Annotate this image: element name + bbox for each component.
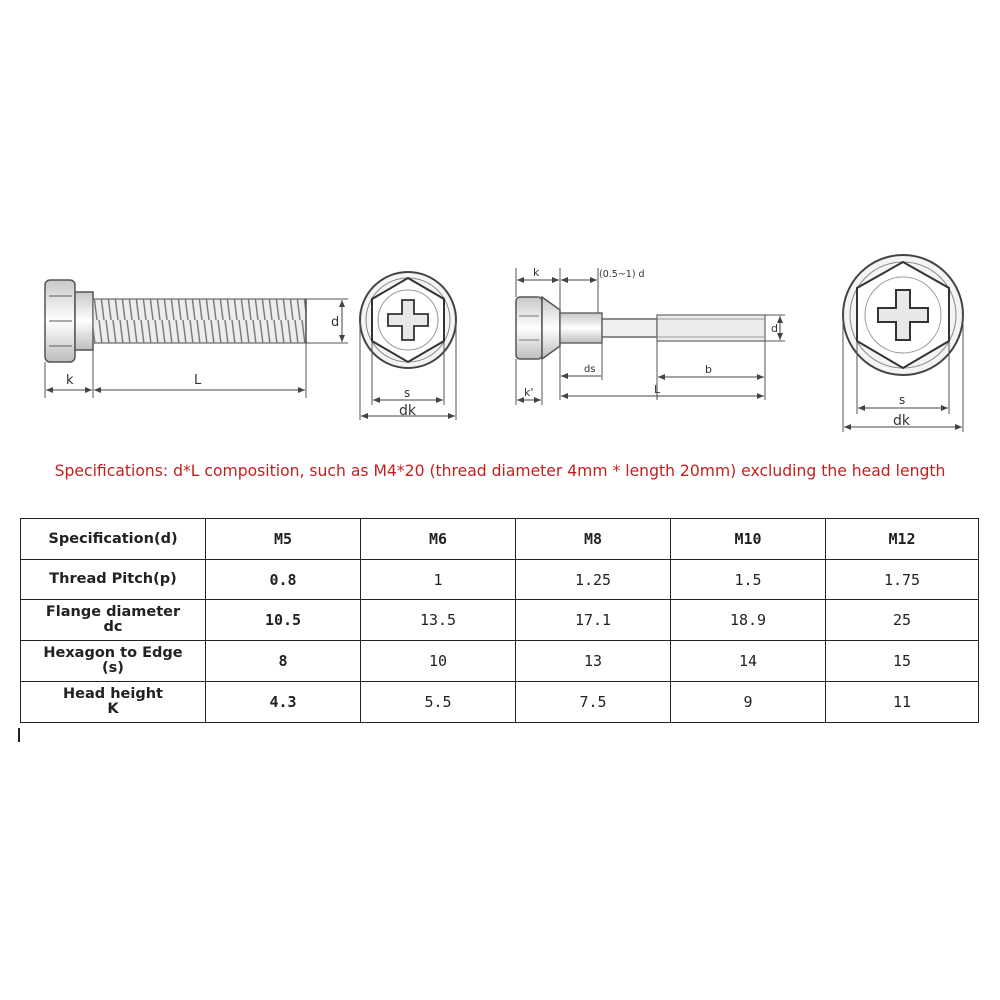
dim-b-label: b bbox=[705, 363, 712, 376]
row-header: Flange diameter dc bbox=[21, 600, 206, 641]
dim-k-label: k bbox=[66, 373, 74, 388]
table-cell: 1 bbox=[361, 560, 516, 600]
table-cell: 10 bbox=[361, 641, 516, 682]
table-cell: 1.5 bbox=[671, 560, 826, 600]
table-cell: 17.1 bbox=[516, 600, 671, 641]
table-cell: 8 bbox=[206, 641, 361, 682]
table-cell: 7.5 bbox=[516, 682, 671, 723]
dim-d-label: d bbox=[331, 315, 340, 330]
dim-s-label-2: s bbox=[899, 393, 906, 407]
table-cell: 1.75 bbox=[826, 560, 979, 600]
table-row bbox=[21, 560, 979, 600]
neck-shape bbox=[560, 313, 602, 343]
table-cell: 13.5 bbox=[361, 600, 516, 641]
bolt-side-view bbox=[45, 280, 348, 398]
table-row bbox=[21, 682, 979, 723]
table-cell: 10.5 bbox=[206, 600, 361, 641]
row-header: Hexagon to Edge (s) bbox=[21, 641, 206, 682]
table-row bbox=[21, 600, 979, 641]
hex-head-shape-2 bbox=[516, 297, 542, 359]
table-cell: M5 bbox=[206, 519, 361, 560]
table-cell: M6 bbox=[361, 519, 516, 560]
table-cell: 4.3 bbox=[206, 682, 361, 723]
table-cell: 18.9 bbox=[671, 600, 826, 641]
flange-shape bbox=[75, 292, 93, 350]
table-cell: 13 bbox=[516, 641, 671, 682]
row-header: Thread Pitch(p) bbox=[21, 560, 206, 600]
bolt-side-view-shank bbox=[516, 266, 785, 405]
dim-L-label: L bbox=[194, 373, 202, 388]
table-cell: 5.5 bbox=[361, 682, 516, 723]
dim-s-label: s bbox=[404, 386, 411, 400]
table-row bbox=[21, 641, 979, 682]
bolt-top-view-1 bbox=[360, 272, 456, 420]
table-cell: 9 bbox=[671, 682, 826, 723]
specification-caption: Specifications: d*L composition, such as M4*20 (thread diameter 4mm * length 20mm) excluding the head length bbox=[54, 462, 946, 480]
table-cell: M8 bbox=[516, 519, 671, 560]
table-cell: 25 bbox=[826, 600, 979, 641]
table-cell: 0.8 bbox=[206, 560, 361, 600]
spec-table bbox=[20, 518, 979, 723]
table-edge-rule bbox=[18, 728, 20, 742]
dim-L-label-2: L bbox=[654, 383, 661, 396]
dim-kprime-label: k' bbox=[524, 386, 534, 399]
dim-dk-label-2: dk bbox=[893, 413, 910, 429]
table-cell: 14 bbox=[671, 641, 826, 682]
row-header: Specification(d) bbox=[21, 519, 206, 560]
plain-shank bbox=[602, 319, 657, 337]
table-cell: 1.25 bbox=[516, 560, 671, 600]
table-row bbox=[21, 519, 979, 560]
table-cell: 15 bbox=[826, 641, 979, 682]
dim-ratio-label: (0.5~1) d bbox=[599, 269, 645, 280]
flange-shape-2 bbox=[542, 297, 560, 359]
bolt-top-view-2 bbox=[843, 255, 963, 432]
dim-k-label-2: k bbox=[533, 266, 540, 279]
dim-dk-label: dk bbox=[399, 403, 416, 419]
table-cell: 11 bbox=[826, 682, 979, 723]
table-cell: M10 bbox=[671, 519, 826, 560]
table-cell: M12 bbox=[826, 519, 979, 560]
row-header: Head height K bbox=[21, 682, 206, 723]
dim-d-label-2: d bbox=[771, 322, 778, 335]
dim-ds-label: ds bbox=[584, 364, 596, 375]
